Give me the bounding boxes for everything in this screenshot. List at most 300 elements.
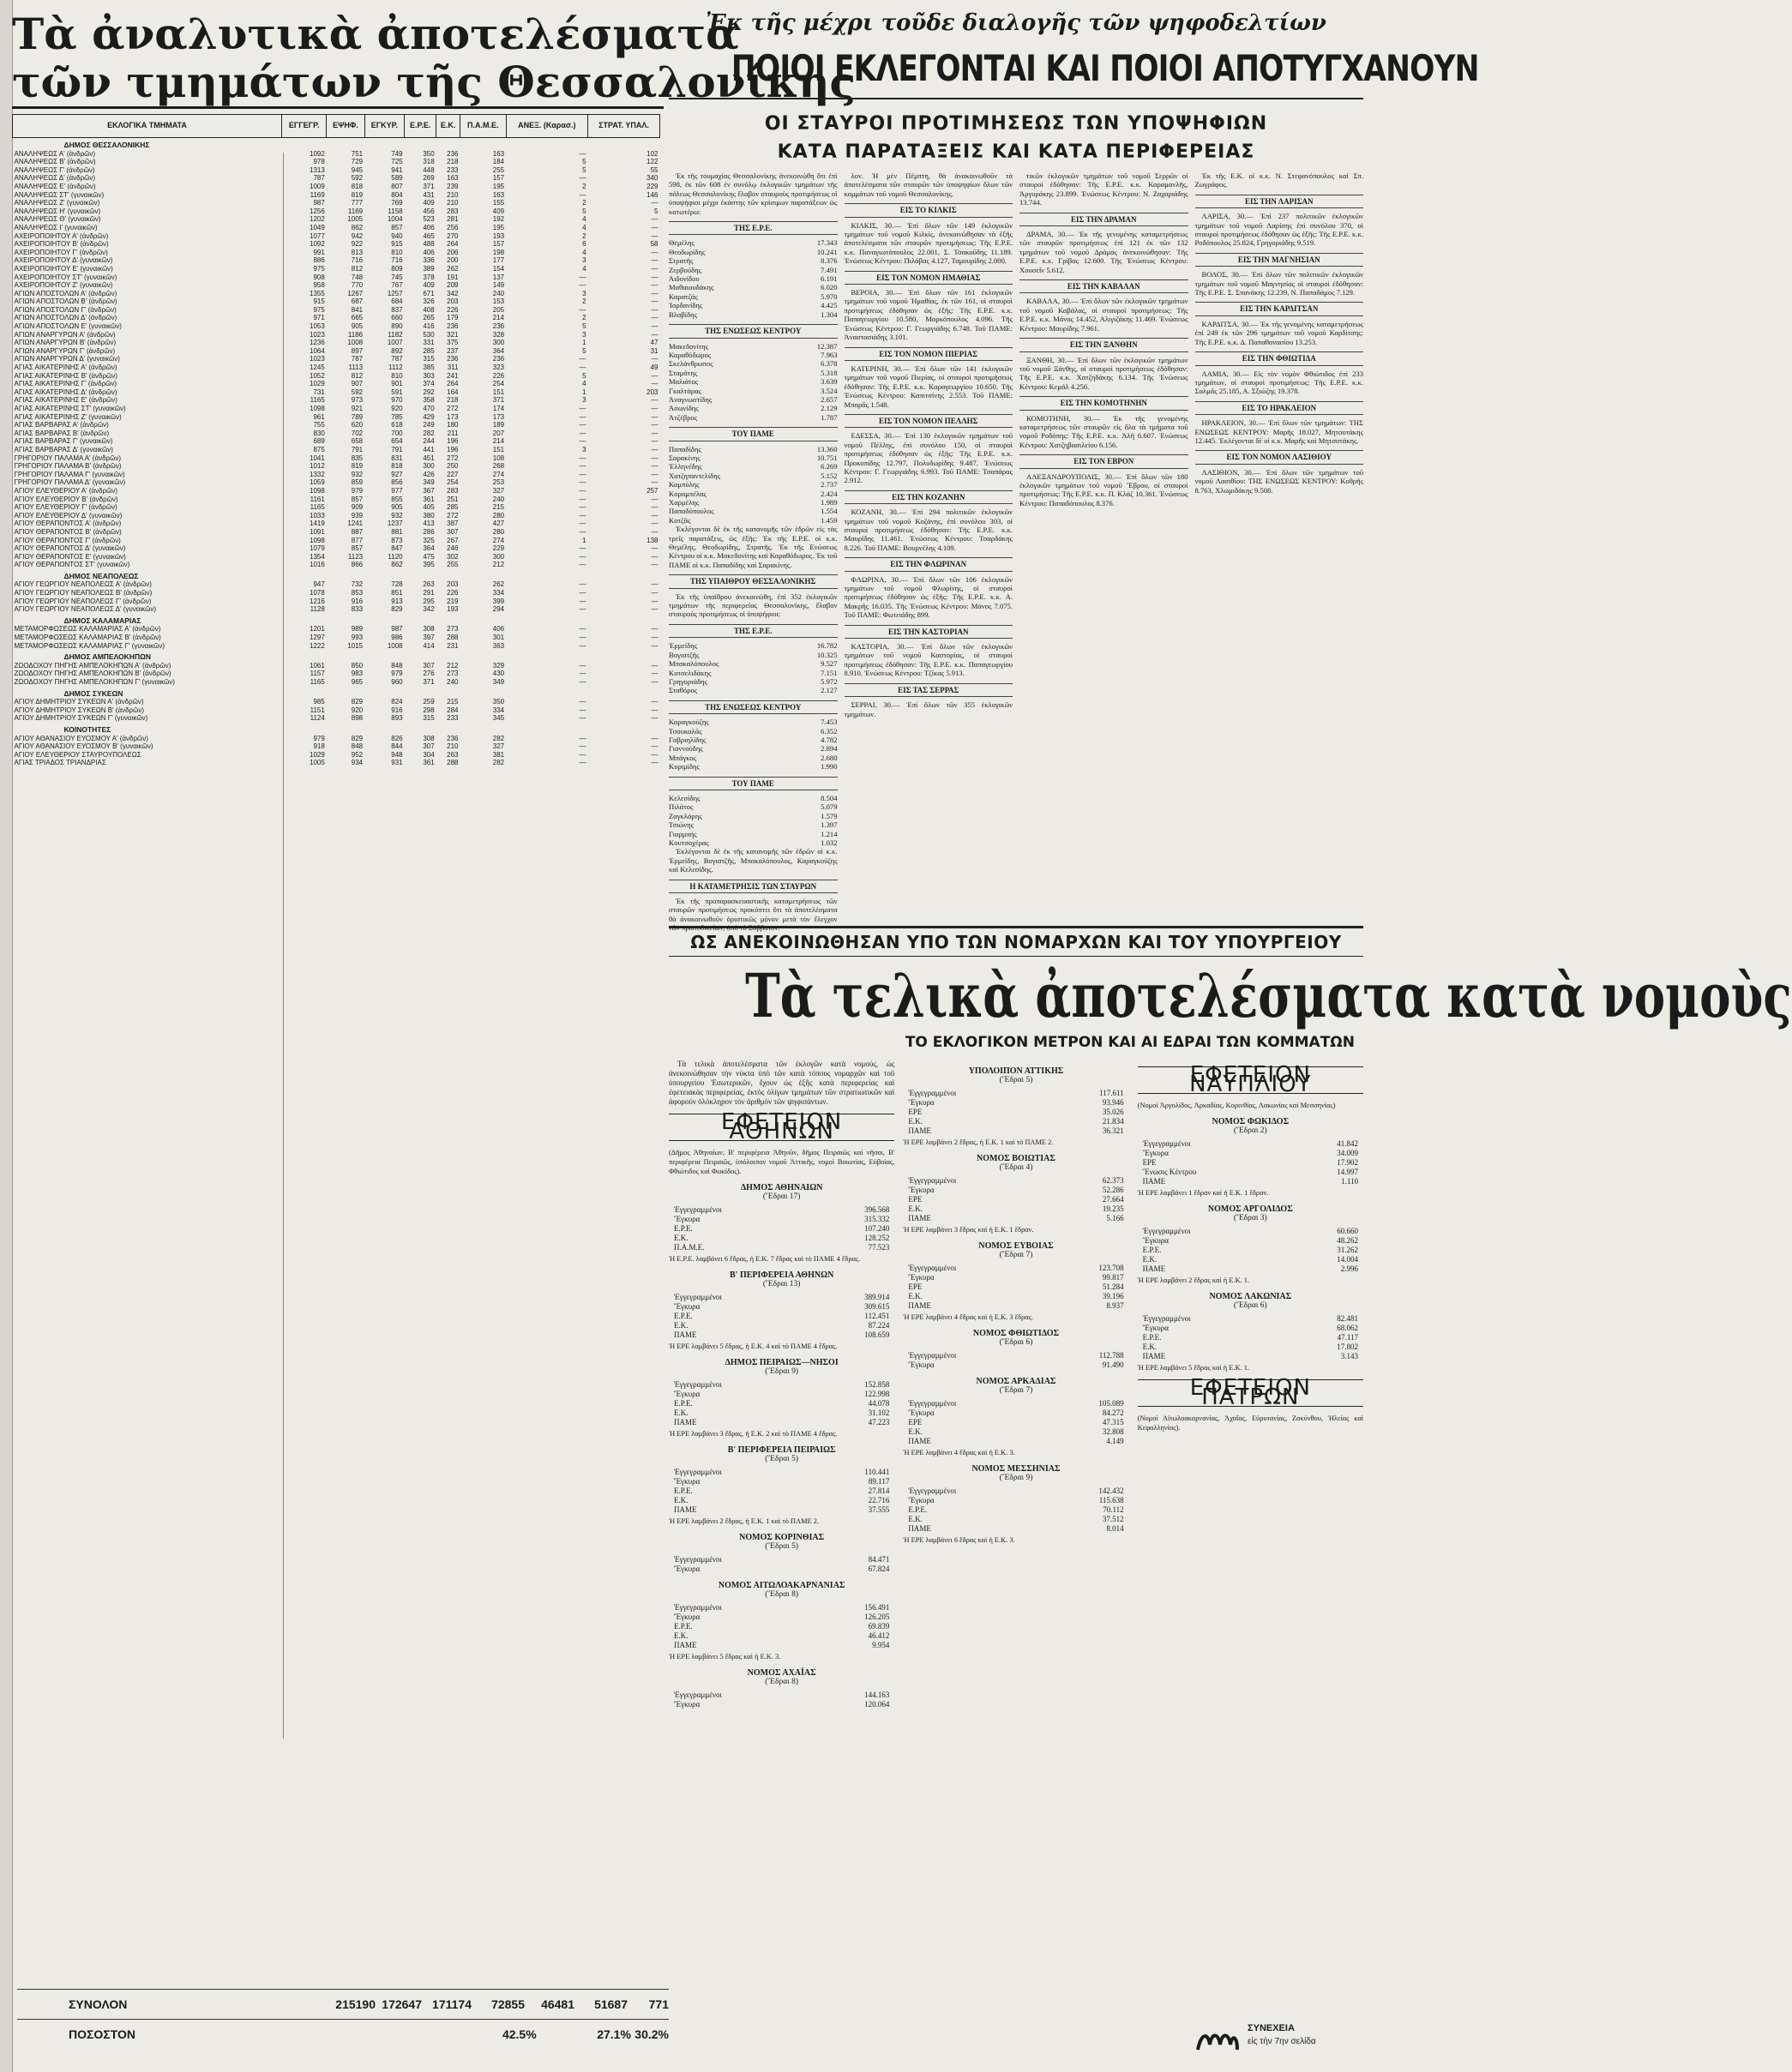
section-value: 873 — [391, 536, 403, 544]
section-value: 1128 — [310, 605, 325, 614]
section-value: 409 — [492, 207, 505, 215]
section-value: 812 — [351, 371, 364, 380]
article-column-2 — [845, 171, 1013, 917]
candidate-name: Χαρμέλης — [669, 498, 700, 507]
results-banner: ΩΣ ΑΝΕΚΟΙΝΩΘΗΣΑΝ ΥΠΟ ΤΩΝ ΝΟΜΑΡΧΩΝ ΚΑΙ ΤΟΥ ΥΠΟΥΡΓΕΙΟΥ — [669, 926, 1363, 957]
result-label: Ε.Ρ.Ε. — [1142, 1333, 1162, 1342]
section-name: ΑΓΙΟΥ ΓΕΩΡΓΙΟΥ ΝΕΑΠΟΛΕΩΣ Α' (ἀνδρῶν) — [14, 580, 152, 589]
prefecture-row — [1138, 1139, 1363, 1149]
section-value: 810 — [391, 371, 403, 380]
section-value: 787 — [313, 174, 325, 183]
section-value: 5 — [582, 346, 586, 355]
section-name: ΑΓΙΑΣ ΑΙΚΑΤΕΡΙΝΗΣ ΣΤ' (γυναικῶν) — [14, 405, 126, 412]
result-value: 2.996 — [1340, 1264, 1358, 1273]
section-value: — — [651, 371, 658, 380]
prefecture-block — [669, 1358, 894, 1438]
table-row — [13, 454, 660, 463]
result-label: ΠΑΜΕ — [1142, 1177, 1166, 1186]
prefecture-row — [903, 1214, 1128, 1223]
section-value: 1092 — [310, 240, 325, 249]
section-name: ΓΡΗΓΟΡΙΟΥ ΠΑΛΑΜΑ Β' (ἀνδρῶν) — [14, 462, 122, 471]
section-value: 1023 — [310, 330, 325, 339]
section-value: 137 — [492, 273, 505, 281]
section-value: 1112 — [388, 363, 403, 372]
section-value: — — [651, 248, 658, 256]
section-value: 934 — [351, 759, 364, 767]
section-value: 898 — [351, 714, 364, 723]
prefecture-column-2 — [903, 1060, 1128, 1709]
table-row — [13, 478, 660, 487]
candidate-votes: 1.554 — [821, 507, 838, 516]
result-label: ΠΑΜΕ — [674, 1330, 697, 1339]
prefecture-block — [903, 1377, 1128, 1457]
section-value: 830 — [313, 429, 325, 437]
section-name: ΑΝΑΛΗΨΕΩΣ Β' (ἀνδρῶν) — [14, 158, 96, 166]
prefecture-seats: (Ἕδραι 9) — [999, 1474, 1033, 1482]
prefecture-row — [1138, 1158, 1363, 1168]
section-value: 960 — [391, 678, 403, 686]
table-row — [13, 751, 660, 760]
section-value: 229 — [492, 544, 505, 553]
section-heading: ΕΙΣ ΤΟΝ ΝΟΜΟΝ ΗΜΑΘΙΑΣ — [845, 271, 1013, 285]
section-value: 397 — [423, 634, 435, 642]
section-value: — — [579, 605, 586, 614]
section-value: 1029 — [310, 750, 325, 759]
result-label: Ἔγκυρα — [1142, 1324, 1169, 1332]
candidate-name: Σαρακίνης — [669, 453, 701, 462]
section-value: 1041 — [310, 453, 325, 462]
section-value: 618 — [391, 421, 403, 429]
result-label: ΠΑΜΕ — [908, 1126, 931, 1135]
result-value: 82.481 — [1337, 1314, 1358, 1323]
section-name: ΑΓΙΩΝ ΑΝΑΡΓΥΡΩΝ Δ' (γυναικῶν) — [14, 355, 120, 363]
section-value: 229 — [646, 182, 658, 190]
result-value: 99.817 — [1102, 1273, 1124, 1282]
article-paragraph: Ἐκ τῆς Ε.Κ. οἱ κ.κ. Ν. Στεφανόπουλος καὶ Σπ. Ζωγράφος. — [1194, 171, 1363, 189]
group-row — [13, 650, 660, 662]
section-value: 102 — [646, 149, 658, 158]
section-value: — — [579, 421, 586, 429]
section-value: — — [651, 759, 658, 767]
section-value: 716 — [351, 256, 364, 265]
section-value: 300 — [423, 462, 435, 471]
table-row — [13, 215, 660, 224]
section-name: ΓΡΗΓΟΡΙΟΥ ΠΑΛΑΜΑ Γ' (γυναικῶν) — [14, 470, 125, 478]
result-value: 93.946 — [1102, 1098, 1124, 1107]
prefecture-row — [669, 1418, 894, 1427]
candidate-name: Μπάγκος — [669, 753, 697, 762]
result-value: 14.004 — [1337, 1255, 1358, 1264]
candidate-line — [669, 641, 838, 650]
seat-allocation-note: Ἡ Ε.Ρ.Ε. λαμβάνει 6 ἕδρας, ἡ Ε.Κ. 7 ἕδρας καὶ τὸ ΠΑΜΕ 4 ἕδρας. — [669, 1255, 861, 1263]
table-row — [13, 339, 660, 347]
section-value: — — [579, 661, 586, 670]
candidate-name: Ἀτζέβρος — [669, 412, 698, 422]
section-value: 791 — [351, 445, 364, 453]
section-heading: ΕΙΣ ΤΗΝ ΔΡΑΜΑΝ — [1019, 213, 1188, 226]
result-label: Ἔγκυρα — [674, 1565, 701, 1573]
prefecture-block — [669, 1270, 894, 1351]
candidate-name: Ἀιδονίδου — [669, 274, 700, 284]
candidate-name: Κοτζᾶς — [669, 515, 691, 525]
candidate-line — [669, 274, 838, 283]
section-heading: ΤΟΥ ΠΑΜΕ — [669, 427, 838, 441]
candidate-votes: 2.737 — [821, 480, 838, 489]
candidate-line — [669, 301, 838, 309]
result-value: 8.014 — [1106, 1524, 1124, 1533]
section-value: 1419 — [310, 520, 325, 528]
section-value: 308 — [423, 625, 435, 634]
section-value: 226 — [492, 371, 505, 380]
section-value: 1 — [582, 536, 586, 544]
table-row — [13, 698, 660, 706]
result-label: Ἐγγεγραμμένοι — [1142, 1227, 1191, 1235]
column-rule — [283, 153, 284, 1739]
prefecture-results — [669, 1060, 1363, 1709]
section-value: 875 — [313, 445, 325, 453]
percent-ek: 27.1% — [597, 2027, 631, 2041]
section-value: 416 — [423, 322, 435, 331]
section-name: ΑΓΙΟΥ ΔΗΜΗΤΡΙΟΥ ΣΥΚΕΩΝ Α' (ἀνδρῶν) — [14, 698, 144, 706]
section-value: 308 — [423, 734, 435, 742]
table-row — [13, 232, 660, 241]
section-heading: ΤΗΣ ΥΠΑΙΘΡΟΥ ΘΕΣΣΑΛΟΝΙΚΗΣ — [669, 574, 838, 588]
section-heading: ΤΗΣ ΕΝΩΣΕΩΣ ΚΕΝΤΡΟΥ — [669, 324, 838, 338]
table-row — [13, 240, 660, 249]
section-value: 987 — [391, 625, 403, 634]
section-value: 367 — [423, 486, 435, 495]
section-value: 755 — [313, 421, 325, 429]
result-value: 144.163 — [864, 1691, 890, 1699]
candidate-line — [669, 677, 838, 686]
section-name: ΑΓΙΟΥ ΘΕΡΑΠΟΝΤΟΣ Β' (ἀνδρῶν) — [14, 527, 122, 536]
result-value: 32.808 — [1102, 1427, 1124, 1436]
section-value: 848 — [351, 742, 364, 751]
section-name: ΑΓΙΑΣ ΒΑΡΒΑΡΑΣ Β' (ἀνδρῶν) — [14, 429, 110, 437]
section-value: 1098 — [310, 405, 325, 412]
section-name: ΓΡΗΓΟΡΙΟΥ ΠΑΛΑΜΑ Δ' (γυναικῶν) — [14, 478, 126, 487]
group-name: ΔΗΜΟΣ ΚΑΛΑΜΑΡΙΑΣ — [63, 616, 141, 625]
result-value: 108.659 — [864, 1330, 890, 1339]
section-heading: Η ΚΑΤΑΜΕΤΡΗΣΙΣ ΤΩΝ ΣΤΑΥΡΩΝ — [669, 880, 838, 893]
candidate-name: Βλαβίδης — [669, 309, 698, 319]
table-row — [13, 437, 660, 446]
result-label: Ε.Κ. — [1142, 1342, 1158, 1351]
candidate-votes: 3.639 — [821, 377, 838, 387]
section-value: 262 — [447, 264, 459, 273]
section-value: 233 — [447, 165, 459, 174]
section-value: 1113 — [348, 363, 364, 372]
section-value: 660 — [391, 314, 403, 322]
candidate-name: Μαθαιουδάκης — [669, 283, 714, 292]
section-value: — — [651, 734, 658, 742]
section-value: 1091 — [310, 527, 325, 536]
section-name: ΖΩΟΔΟΧΟΥ ΠΗΓΗΣ ΑΜΠΕΛΟΚΗΠΩΝ Α' (ἀνδρῶν) — [14, 661, 171, 670]
table-row — [13, 580, 660, 589]
section-value: — — [651, 437, 658, 446]
section-value: 1257 — [387, 289, 403, 297]
result-value: 22.716 — [868, 1496, 890, 1504]
overline: Ἐκ τῆς μέχρι τοῦδε διαλογῆς τῶν ψηφοδελτίων — [706, 10, 1326, 36]
section-value: 916 — [391, 706, 403, 714]
section-heading: ΤΗΣ Ε.Ρ.Ε. — [669, 624, 838, 638]
candidate-votes: 1.304 — [821, 309, 838, 319]
article-columns — [669, 171, 1363, 933]
result-value: 39.196 — [1102, 1292, 1124, 1300]
prefecture-row — [903, 1437, 1128, 1446]
section-value: 219 — [447, 597, 459, 605]
section-value: — — [579, 437, 586, 446]
result-value: 46.412 — [868, 1631, 890, 1640]
result-label: Ἐγγεγραμμένοι — [1142, 1314, 1191, 1323]
prefecture-row — [903, 1505, 1128, 1515]
section-value: 785 — [391, 412, 403, 421]
candidate-votes: 1.787 — [821, 412, 838, 422]
section-value: 255 — [447, 561, 459, 569]
prefecture-row — [669, 1622, 894, 1631]
prefecture-row — [903, 1176, 1128, 1186]
candidate-line — [669, 342, 838, 351]
prefecture-seats: (Ἕδραι 7) — [999, 1386, 1033, 1395]
section-value: 991 — [313, 248, 325, 256]
section-value: 1354 — [310, 552, 325, 561]
section-value: 31 — [650, 346, 658, 355]
article-paragraph: ΕΔΕΣΣΑ, 30.— Ἐπὶ 130 ἐκλογικῶν τμημάτων τοῦ νομοῦ Πέλλης, ἐπὶ συνόλου 150, οἱ σταυροὶ προτιμήσεως ἐδόθησαν ὡς ἑξῆς: Τῆς Ε.Ρ.Ε. κ.κ. Προκοπίδης 12.797, Πολυδωρίδης 9.487. Ἐνώσεως Κέντρου: Γ. Γεωργιάδης 6.993. Τοῦ ΠΑΜΕ: Τσαπάρας 2.912. — [844, 431, 1013, 485]
section-value: 671 — [423, 289, 435, 297]
candidate-name: Καραθόδωρος — [669, 350, 712, 359]
section-value: 716 — [391, 256, 403, 265]
result-value: 70.112 — [1103, 1505, 1124, 1514]
seat-allocation-note: Ἡ ΕΡΕ λαμβάνει 5 ἕδρας καὶ ἡ Ε.Κ. 1. — [1137, 1364, 1249, 1372]
section-value: 971 — [313, 314, 325, 322]
group-name: ΔΗΜΟΣ ΑΜΠΕΛΟΚΗΠΩΝ — [63, 652, 152, 662]
section-value: 810 — [391, 248, 403, 256]
prefecture-row — [903, 1486, 1128, 1496]
candidate-name: Γκαλτάρας — [669, 386, 702, 395]
section-value: 4 — [582, 223, 586, 231]
section-name: ΑΓΙΟΥ ΓΕΩΡΓΙΟΥ ΝΕΑΠΟΛΕΩΣ Β' (ἀνδρῶν) — [14, 589, 153, 598]
section-value: 371 — [423, 182, 435, 190]
candidate-votes: 7.963 — [821, 350, 838, 359]
section-value: 851 — [391, 589, 403, 598]
section-value: 728 — [391, 580, 403, 589]
court-athens-desc: (Δῆμος Ἀθηναίων, Β' περιφέρεια Ἀθηνῶν, δῆμος Πειραιῶς καὶ νῆσοι, Β' περιφέρεια Πειραιῶς, ὑπόλοιπον νομοῦ Ἀττικῆς, νομοὶ Βοιωτίας, Εὐβοίας, Φθιώτιδος καὶ Φωκίδος). — [669, 1149, 895, 1175]
section-value: 385 — [423, 363, 435, 372]
section-value: 1005 — [347, 215, 364, 224]
section-value: 1005 — [310, 759, 325, 767]
section-value: 1 — [582, 387, 586, 396]
section-name: ΑΓΙΑΣ ΒΑΡΒΑΡΑΣ Δ' (γυναικῶν) — [14, 445, 113, 453]
section-value: 292 — [423, 387, 435, 396]
section-value: 989 — [351, 625, 364, 634]
prefecture-seats: (Ἕδραι 5) — [999, 1076, 1033, 1084]
result-value: 17.902 — [1337, 1158, 1358, 1167]
section-name: ΑΓΙΩΝ ΑΠΟΣΤΟΛΩΝ Α' (ἀνδρῶν) — [14, 289, 117, 297]
section-value: 430 — [492, 670, 505, 678]
section-value: 893 — [391, 714, 403, 723]
candidate-votes: 5.972 — [821, 676, 838, 686]
candidate-line — [669, 445, 838, 453]
result-label: Ἐγγεγραμμένοι — [908, 1399, 957, 1408]
table-row — [13, 281, 660, 290]
result-label: Ε.Ρ.Ε. — [1142, 1246, 1162, 1254]
prefecture-seats: (Ἕδραι 7) — [999, 1251, 1033, 1259]
result-label: ΠΑΜΕ — [674, 1505, 697, 1514]
prefecture-seats: (Ἕδραι 5) — [765, 1455, 799, 1463]
section-value: 151 — [492, 387, 505, 396]
result-label: Ἐγγεγραμμένοι — [908, 1486, 957, 1495]
section-heading: ΕΙΣ ΤΗΝ ΦΘΙΩΤΙΔΑ — [1195, 351, 1364, 365]
result-value: 14.997 — [1337, 1168, 1358, 1176]
result-label: ΕΡΕ — [1142, 1158, 1157, 1167]
section-value: 267 — [447, 536, 459, 544]
section-value: 1064 — [310, 346, 325, 355]
section-value: — — [579, 405, 586, 412]
section-value: 731 — [313, 387, 325, 396]
section-value: 1098 — [310, 536, 325, 544]
section-value: 451 — [423, 453, 435, 462]
section-value: 406 — [423, 223, 435, 231]
prefecture-row — [1138, 1314, 1363, 1324]
result-value: 315.332 — [864, 1215, 890, 1223]
result-label: Π.Α.Μ.Ε. — [674, 1243, 705, 1252]
table-row — [13, 158, 660, 166]
section-value: 1245 — [310, 363, 325, 372]
section-value: 684 — [391, 297, 403, 306]
main-headline: ΠΟΙΟΙ ΕΚΛΕΓΟΝΤΑΙ ΚΑΙ ΠΟΙΟΙ ΑΠΟΤΥΓΧΑΝΟΥΝ — [731, 47, 1479, 89]
section-value: 413 — [423, 520, 435, 528]
section-value: — — [579, 641, 586, 650]
result-value: 156.491 — [864, 1603, 890, 1612]
prefecture-row — [903, 1427, 1128, 1437]
section-name: ΑΧΕΙΡΟΠΟΙΗΤΟΥ Ζ' (γυναικῶν) — [14, 281, 113, 290]
table-row — [13, 150, 660, 159]
candidate-line — [669, 794, 838, 802]
section-value: 196 — [447, 445, 459, 453]
section-value: 973 — [351, 396, 364, 405]
section-value: 887 — [351, 527, 364, 536]
section-name: ΑΓΙΟΥ ΑΘΑΝΑΣΙΟΥ ΕΥΟΣΜΟΥ Α' (ἀνδρῶν) — [14, 734, 148, 742]
prefecture-row — [903, 1126, 1128, 1136]
section-value: — — [579, 678, 586, 686]
result-value: 37.555 — [868, 1505, 890, 1514]
candidate-name: Μαλιάτος — [669, 377, 699, 387]
section-value: 215 — [447, 698, 459, 706]
candidate-votes: 4.425 — [821, 301, 838, 310]
section-name: ΑΓΙΟΥ ΕΛΕΥΘΕΡΙΟΥ Β' (ἀνδρῶν) — [14, 495, 118, 503]
section-value: — — [651, 322, 658, 331]
prefecture-row — [1138, 1324, 1363, 1333]
section-value: 1098 — [310, 486, 325, 495]
candidate-votes: 2.894 — [821, 744, 838, 754]
candidate-votes: 5.152 — [821, 471, 838, 480]
totals-label: ΣΥΝΟΛΟΝ — [69, 1997, 128, 2011]
section-value: 767 — [391, 281, 403, 290]
section-heading: ΕΙΣ ΤΟ ΗΡΑΚΛΕΙΟΝ — [1195, 401, 1364, 415]
candidate-name: Μπακαλόπουλος — [669, 659, 719, 669]
prefecture-block — [669, 1183, 894, 1264]
section-value: 770 — [351, 281, 364, 290]
table-row — [13, 742, 660, 751]
section-value: 975 — [313, 305, 325, 314]
section-name: ΑΝΑΛΗΨΕΩΣ Γ' (ἀνδρῶν) — [14, 165, 95, 174]
results-table-header — [13, 115, 660, 138]
section-value: 268 — [492, 462, 505, 471]
section-value: 751 — [351, 149, 364, 158]
prefecture-row — [669, 1321, 894, 1330]
section-value: 263 — [447, 750, 459, 759]
section-value: 381 — [492, 750, 505, 759]
section-name: ΑΓΙΑΣ ΒΑΡΒΑΡΑΣ Γ' (γυναικῶν) — [14, 437, 113, 446]
section-value: 294 — [492, 605, 505, 614]
prefecture-row — [903, 1089, 1128, 1098]
section-value: 847 — [391, 544, 403, 553]
section-value: 212 — [447, 661, 459, 670]
article-paragraph: ΚΙΛΚΙΣ, 30.— Ἐπὶ ὅλων τῶν 149 ἐκλογικῶν τμημάτων τοῦ νομοῦ Κιλκίς, ἀνεκοινώθησαν τὰ ἑξῆς ἀποτελέσματα τῶν σταυρῶν προτιμήσεως: Τῆς Ε.Ρ.Ε. κ.κ. Παναγιωτόπουλος 22.001, Σ. Τσακοῦδης 11.189. Ἐνώσεως Κέντρου: Πιλάβας 4.127, Ταμουρίδης 2.000. — [844, 220, 1013, 266]
candidate-votes: 1.214 — [821, 829, 838, 838]
section-name: ΑΓΙΟΥ ΔΗΜΗΤΡΙΟΥ ΣΥΚΕΩΝ Β' (ἀνδρῶν) — [14, 706, 145, 714]
section-value: 200 — [447, 256, 459, 265]
prefecture-row — [669, 1691, 894, 1700]
result-label: Ε.Κ. — [908, 1515, 923, 1523]
table-row — [13, 670, 660, 678]
section-value: 211 — [447, 429, 459, 437]
section-value: 5 — [582, 158, 586, 166]
article-paragraph: ΑΛΕΞΑΝΔΡΟΥΠΟΛΙΣ, 30.— Ἐπὶ ὅλων τῶν 180 ἐκλογικῶν τμημάτων τοῦ νομοῦ Ἕβρου, οἱ σταυροὶ προτιμήσεως: Τῆς Ε.Ρ.Ε. κ.κ. Π. Κλάζ 10.361. Ἐνώσεως Κέντρου: Παπαδόπουλος 8.376. — [1019, 471, 1188, 507]
section-value: — — [579, 486, 586, 495]
section-value: 941 — [391, 165, 403, 174]
section-value: — — [651, 223, 658, 231]
section-value: — — [579, 670, 586, 678]
section-value: 431 — [423, 190, 435, 199]
section-value: 1059 — [310, 478, 325, 487]
section-value: 1157 — [310, 670, 325, 678]
prefecture-row — [903, 1399, 1128, 1408]
section-value: 1216 — [310, 597, 325, 605]
section-value: 4 — [582, 380, 586, 388]
table-row — [13, 503, 660, 512]
result-label: Ἔγκυρα — [674, 1477, 701, 1486]
result-value: 142.432 — [1098, 1486, 1124, 1495]
section-name: ΑΓΙΟΥ ΘΕΡΑΠΟΝΤΟΣ Α' (ἀνδρῶν) — [14, 520, 122, 528]
prefecture-row — [669, 1224, 894, 1234]
section-value: — — [579, 634, 586, 642]
section-value: 298 — [423, 706, 435, 714]
total-registered: 215190 — [335, 1997, 376, 2011]
section-value: — — [579, 698, 586, 706]
court-athens: ΕΦΕΤΕΙΟΝ ΑΘΗΝΩΝ — [669, 1114, 894, 1141]
section-value: 249 — [423, 421, 435, 429]
table-row — [13, 634, 660, 642]
section-name: ΑΓΙΟΥ ΘΕΡΑΠΟΝΤΟΣ Ε' (γυναικῶν) — [14, 552, 126, 561]
prefecture-name: ΝΟΜΟΣ ΜΕΣΣΗΝΙΑΣ — [971, 1464, 1061, 1474]
result-value: 48.262 — [1337, 1236, 1358, 1245]
seat-allocation-note: Ἡ ΕΡΕ λαμβάνει 4 ἕδρας καὶ ἡ Ε.Κ. 3 ἕδρας. — [903, 1313, 1034, 1321]
section-name: ΑΓΙΑΣ ΑΙΚΑΤΕΡΙΝΗΣ Ε' (ἀνδρῶν) — [14, 396, 117, 405]
candidate-votes: 1.397 — [821, 820, 838, 830]
section-value: 1023 — [310, 355, 325, 363]
section-value: — — [579, 470, 586, 478]
article-paragraph: λον. Ἡ μὲν Πέμπτη, θὰ ἀνακοινωθοῦν τὰ ἀποτελέσματα τῶν σταυρῶν τῶν ὑποψηφίων ὅλων τῶν κομμάτων τοῦ νομοῦ Θεσσαλονίκης. — [844, 171, 1013, 198]
section-value: 448 — [423, 165, 435, 174]
prefecture-seats: (Ἕδραι 3) — [1233, 1214, 1267, 1222]
candidate-votes: 3.524 — [821, 386, 838, 395]
section-value: 327 — [492, 742, 505, 751]
result-value: 126.205 — [864, 1613, 890, 1621]
section-value: 218 — [447, 158, 459, 166]
result-value: 112.788 — [1098, 1351, 1124, 1360]
section-value: 191 — [447, 273, 459, 281]
